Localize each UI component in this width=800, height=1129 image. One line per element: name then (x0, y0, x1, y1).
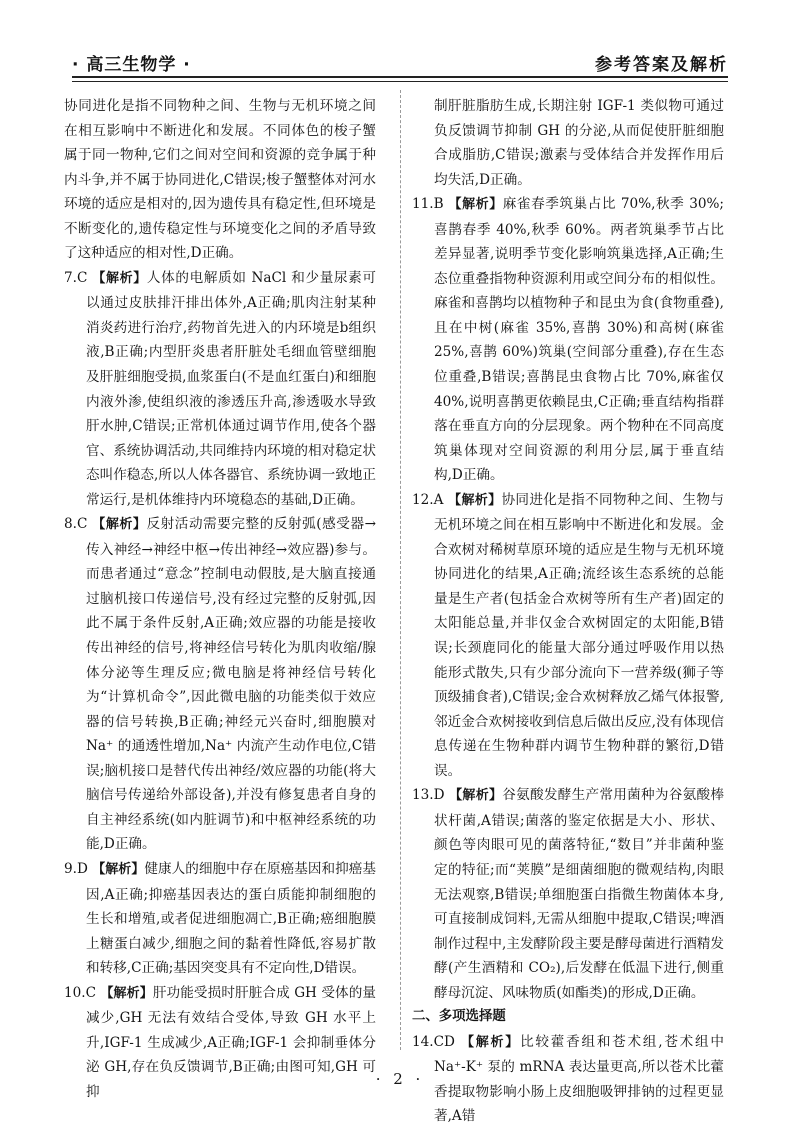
answer-item-8 (64, 512, 376, 857)
page-number: · 2 · (375, 1070, 425, 1088)
item-number: 13.D (412, 787, 445, 804)
column-divider (400, 90, 401, 1050)
analysis-tag: 【解析】 (100, 985, 153, 1001)
item-number: 12.A (412, 491, 444, 508)
answer-item-7 (64, 266, 376, 512)
item-text: 人体的电解质如 NaCl 和少量尿素可以通过皮肤排汗排出体外,A正确;肌肉注射某种消炎药进行治疗,药物首先进入的内环境是b组织液,B正确;内型肝炎患者肝脏处毛细血管壁细胞及肝脏细胞受损,血浆蛋白(不是血红蛋白)和细胞内液外渗,使组织液的渗透压升高,渗透吸水导致肝水肿,C错误;正常机体通过调节作用,使各个器官、系统协调活动,共同维持内环境的相对稳定状态叫作稳态,所以人体各器官、系统协调一致地正常运行,是机体维持内环境稳态的基础,D正确。 (86, 269, 376, 508)
item-text: 麻雀春季筑巢占比 70%,秋季 30%;喜鹊春季 40%,秋季 60%。两者筑巢季节占比差异显著,说明季节变化影响筑巢选择,A正确;生态位重叠指物种资源利用或空间分布的相似性。麻雀和喜鹊均以植物种子和昆虫为食(食物重叠),且在中树(麻雀 35%,喜鹊 30%)和高树(麻雀 25%,喜鹊 60%)筑巢(空间部分重叠),存在生态位重叠,B错误;喜鹊昆虫食物占比 70%,麻雀仅 40%,说明喜鹊更依赖昆虫,C正确;垂直结构指群落在垂直方向的分层现象。两个物种在不同高度筑巢体现对空间资源的利用分层,属于垂直结构,D正确。 (434, 196, 724, 484)
item-text: 健康人的细胞中存在原癌基因和抑癌基因,A正确;抑癌基因表达的蛋白质能抑制细胞的生长和增殖,或者促进细胞凋亡,B正确;癌细胞膜上糖蛋白减少,细胞之间的黏着性降低,容易扩散和转移,C正确;基因突变具有不定向性,D错误。 (86, 860, 376, 977)
left-column (64, 94, 376, 1104)
answer-item-13 (412, 783, 724, 1005)
item-number: 9.D (64, 860, 88, 877)
analysis-tag: 【解析】 (461, 1034, 521, 1050)
item-text: 比较藿香组和苍术组,苍术组中 Na⁺-K⁺ 泵的 mRNA 表达量更高,所以苍术比藿香提取物影响小肠上皮细胞吸钾排钠的过程更显著,A错 (434, 1033, 724, 1125)
header-subject: · 高三生物学 · (72, 55, 191, 75)
analysis-tag: 【解析】 (448, 197, 503, 213)
right-column (412, 94, 724, 1129)
header-title: 参考答案及解析 (595, 55, 728, 75)
item-number: 8.C (64, 516, 88, 533)
analysis-tag: 【解析】 (448, 492, 502, 508)
analysis-tag: 【解析】 (92, 270, 147, 286)
analysis-tag: 【解析】 (92, 861, 145, 877)
paragraph-continuation: 协同进化是指不同物种之间、生物与无机环境之间在相互影响中不断进化和发展。不同体色的梭子蟹属于同一物种,它们之间对空间和资源的竞争属于种内斗争,并不属于协同进化,C错误;梭子蟹整体对河水环境的适应是相对的,因为遗传具有稳定性,但环境是不断变化的,遗传稳定性与环境变化之间的矛盾导致了这种适应的相对性,D正确。 (64, 98, 376, 262)
answer-item-11 (412, 192, 724, 488)
analysis-tag: 【解析】 (92, 517, 147, 533)
item-number: 11.B (412, 196, 444, 213)
header-rule-thin (72, 81, 728, 82)
item-text: 谷氨酸发酵生产常用菌种为谷氨酸棒状杆菌,A错误;菌落的鉴定依据是大小、形状、颜色等肉眼可见的菌落特征,“数目”并非菌种鉴定的特征;而“荚膜”是细菌细胞的微观结构,肉眼无法观察,B错误;单细胞蛋白指微生物菌体本身,可直接制成饲料,无需从细胞中提取,C错误;啤酒制作过程中,主发酵阶段主要是酵母菌进行酒精发酵(产生酒精和 CO₂),后发酵在低温下进行,侧重酵母沉淀、风味物质(如酯类)的形成,D正确。 (434, 787, 724, 1001)
page-header (72, 46, 728, 78)
item-text: 协同进化是指不同物种之间、生物与无机环境之间在相互影响中不断进化和发展。金合欢树对稀树草原环境的适应是生物与无机环境协同进化的结果,A正确;流经该生态系统的总能量是生产者(包括金合欢树等所有生产者)固定的太阳能总量,并非仅金合欢树固定的太阳能,B错误;长颈鹿同化的能量大部分通过呼吸作用以热能形式散失,只有少部分流向下一营养级(狮子等顶级捕食者),C错误;金合欢树释放乙烯气体报警,邻近金合欢树接收到信息后做出反应,没有体现信息传递在生物种群内调节生物种群的繁衍,D错误。 (434, 491, 725, 779)
item-text: 肝功能受损时肝脏合成 GH 受体的量减少,GH 无法有效结合受体,导致 GH 水平上升,IGF-1 生成减少,A正确;IGF-1 会抑制垂体分泌 GH,存在负反馈调节,B正确;由图可知,GH 可抑 (86, 984, 376, 1100)
paragraph-continuation: 制肝脏脂肪生成,长期注射 IGF-1 类似物可通过负反馈调节抑制 GH 的分泌,从而促使肝脏细胞合成脂肪,C错误;激素与受体结合并发挥作用后均失活,D正确。 (434, 98, 724, 188)
answer-item-12 (412, 488, 724, 784)
item-number: 7.C (64, 269, 88, 286)
analysis-tag: 【解析】 (449, 788, 503, 804)
answer-item-9 (64, 857, 376, 981)
header-rule (72, 76, 728, 78)
item-text: 反射活动需要完整的反射弧(感受器→传入神经→神经中枢→传出神经→效应器)参与。而患者通过“意念”控制电动假肢,是大脑直接通过脑机接口传递信号,没有经过完整的反射弧,因此不属于条件反射,A正确;效应器的功能是接收传出神经的信号,将神经信号转化为肌肉收缩/腺体分泌等生理反应;微电脑是将神经信号转化为“计算机命令”,因此微电脑的功能类似于效应器的信号转换,B正确;神经元兴奋时,细胞膜对 Na⁺ 的通透性增加,Na⁺ 内流产生动作电位,C错误;脑机接口是替代传出神经/效应器的功能(将大脑信号传递给外部设备),并没有修复患者自身的自主神经系统(如内脏调节)和中枢神经系统的功能,D正确。 (86, 516, 376, 853)
section-heading: 二、多项选择题 (412, 1009, 506, 1025)
item-number: 14.CD (412, 1033, 455, 1050)
item-number: 10.C (64, 984, 97, 1001)
